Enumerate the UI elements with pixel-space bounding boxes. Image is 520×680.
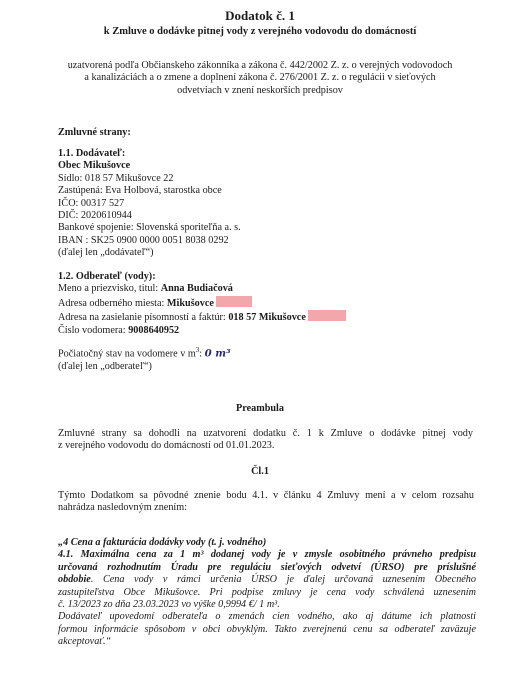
clause-line: Dodávateľ upovedomí odberateľa o zmenách cien vodného, ako aj dátume ich platnosti — [58, 611, 476, 623]
customer-place-value: Mikušovce — [166, 297, 214, 309]
supplier-heading: 1.1. Dodávateľ: — [58, 148, 126, 159]
clause-heading: „4 Cena a fakturácia dodávky vody (t. j. vodného) — [58, 537, 267, 548]
customer-place-label: Adresa odberného miesta: — [58, 297, 167, 309]
initial-reading-handwritten-value: 0 m³ — [204, 347, 231, 360]
customer-meter-label: Číslo vodomera: — [58, 324, 129, 336]
clause-bold-word: obdobie — [58, 574, 91, 586]
customer-heading: 1.2. Odberateľ (vody): — [58, 271, 156, 282]
clause-line: 4.1. Maximálna cena za 1 m³ dodanej vody je v zmysle osobitného právneho predpisu — [58, 549, 476, 561]
redaction-mark — [216, 296, 252, 307]
redaction-mark — [308, 310, 346, 321]
customer-alias: (ďalej len „odberateľ“) — [58, 360, 152, 372]
clause-line: určovaná rozhodnutím Úradu pre reguláciu sieťových odvetví (ÚRSO) pre príslušné — [58, 561, 476, 573]
preamble-line: z verejného vodovodu do domácností od 01.01.2023. — [58, 440, 275, 452]
preamble-text — [58, 428, 473, 453]
document-subtitle: k Zmluve o dodávke pitnej vody z verejného vodovodu do domácností — [103, 26, 417, 37]
supplier-iban: IBAN : SK25 0900 0000 0051 8038 0292 — [58, 234, 229, 246]
customer-name-row — [58, 283, 346, 295]
customer-mail-row — [58, 310, 346, 324]
customer-block — [58, 271, 346, 373]
article-line: nahrádza nasledovným znením: — [58, 502, 187, 514]
customer-meter-row — [58, 325, 346, 337]
document-title: Dodatok č. 1 — [225, 8, 295, 23]
supplier-seat: Sídlo: 018 57 Mikušovce 22 — [58, 172, 174, 184]
supplier-dic: DIČ: 2020610944 — [58, 210, 132, 222]
clause-line-rest: . Cena vody v rámci určenia ÚRSO je ďalej určovaná uznesením Obecného — [90, 574, 476, 586]
supplier-block — [58, 148, 241, 260]
initial-reading-colon: : — [199, 348, 203, 360]
article-line: Týmto Dodatkom sa pôvodné znenie bodu 4.1. v článku 4 Zmluvy mení a v celom rozsahu — [58, 490, 474, 501]
clause-line: formou informácie spôsobom v obci obvyklým. Takto zverejnenú cenu sa odberateľ zaväzuje — [58, 623, 476, 635]
supplier-name: Obec Mikušovce — [58, 160, 131, 172]
customer-place-row — [58, 296, 346, 310]
article-text — [58, 490, 474, 515]
supplier-bank: Bankové spojenie: Slovenská sporiteľňa a. s. — [58, 222, 241, 234]
customer-mail-value: 018 57 Mikušovce — [228, 312, 306, 324]
clause-line: zastupiteľstva Obce Mikušovce. Pri podpise zmluvy je cena vody schválená uznesením — [58, 586, 476, 598]
supplier-representative: Zastúpená: Eva Holbová, starostka obce — [58, 185, 222, 197]
intro-line: a kanalizáciách a o zmene a doplnení zákona č. 276/2001 Z. z. o regulácii v sieťových — [84, 72, 436, 84]
initial-reading-label: Počiatočný stav na vodomere v m — [58, 348, 196, 360]
clause-line: akceptovať.“ — [58, 636, 112, 648]
preamble-line: Zmluvné strany sa dohodli na uzatvorení dodatku č. 1 k Zmluve o dodávke pitnej vody — [58, 428, 473, 439]
preamble-heading: Preambula — [236, 403, 284, 414]
supplier-alias: (ďalej len „dodávateľ“) — [58, 247, 154, 259]
customer-name-label: Meno a priezvisko, titul: — [58, 283, 161, 295]
intro-line: uzatvorená podľa Občianskeho zákonníka a zákona č. 442/2002 Z. z. o verejných vodovodoch — [67, 60, 453, 71]
customer-name-value: Anna Budiačová — [160, 283, 233, 295]
initial-reading-unit-sup: 3 — [195, 346, 200, 355]
amended-clause — [58, 537, 476, 649]
clause-line — [58, 574, 476, 586]
customer-mail-label: Adresa na zasielanie písomností a faktúr: — [58, 312, 229, 324]
supplier-ico: IČO: 00317 527 — [58, 197, 125, 209]
customer-initial-reading-row — [58, 344, 346, 361]
article-heading: Čl.1 — [251, 466, 269, 477]
intro-line: odvetviach v znení neskorších predpisov — [177, 84, 343, 96]
clause-line: č. 13/2023 zo dňa 23.03.2023 vo výške 0,9994 €/ 1 m³. — [58, 599, 280, 611]
customer-meter-value: 9008640952 — [128, 324, 180, 336]
parties-heading: Zmluvné strany: — [58, 127, 131, 138]
intro-paragraph — [20, 60, 500, 97]
